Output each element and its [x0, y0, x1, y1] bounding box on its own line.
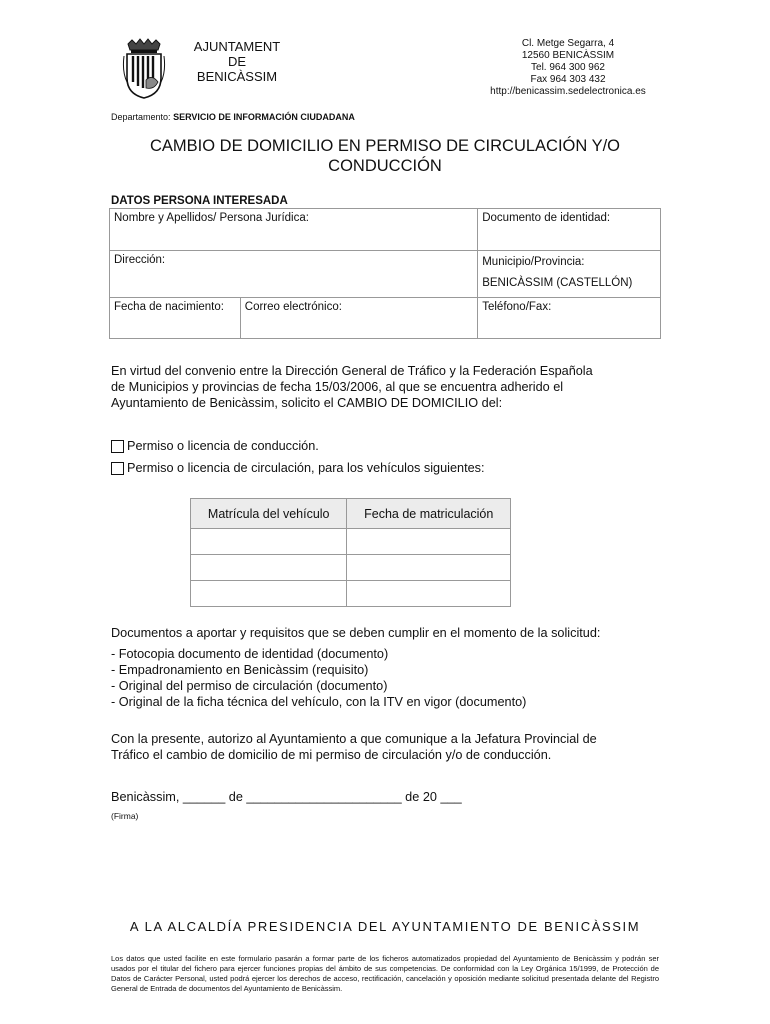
date-cell[interactable]	[347, 555, 511, 581]
documents-heading: Documentos a aportar y requisitos que se deben cumplir en el momento de la solicitud:	[111, 626, 601, 640]
table-row	[191, 581, 511, 607]
birth-date-label: Fecha de nacimiento:	[114, 301, 224, 313]
org-line-3: BENICÀSSIM	[196, 69, 278, 84]
email-field[interactable]	[240, 298, 477, 339]
addressee-line: A LA ALCALDÍA PRESIDENCIA DEL AYUNTAMIENTO DE BENICÀSSIM	[129, 919, 641, 934]
address-field[interactable]	[110, 251, 478, 298]
intro-line-1: En virtud del convenio entre la Dirección General de Tráfico y la Federación Española	[111, 364, 593, 378]
document-title	[105, 136, 665, 176]
address-line-1: Cl. Metge Segarra, 4	[521, 38, 615, 49]
name-field[interactable]	[110, 209, 478, 251]
place-date-line[interactable]: Benicàssim, ______ de ______________________ de 20 ___	[111, 790, 462, 804]
driving-licence-checkbox[interactable]	[111, 440, 124, 453]
vehicle-table	[190, 498, 511, 607]
documents-section	[111, 625, 600, 710]
department-line	[111, 112, 355, 122]
option-driving-licence[interactable]	[111, 439, 319, 453]
title-line-2: CONDUCCIÓN	[328, 157, 442, 175]
address-line-2: 12560 BENICÀSSIM	[521, 50, 615, 61]
plate-column-header: Matrícula del vehículo	[191, 499, 347, 529]
date-cell[interactable]	[347, 529, 511, 555]
address-label: Dirección:	[114, 254, 166, 266]
name-label: Nombre y Apellidos/ Persona Jurídica:	[114, 212, 309, 224]
phone-fax-field[interactable]	[478, 298, 661, 339]
id-document-field[interactable]	[478, 209, 661, 251]
title-line-1: CAMBIO DE DOMICILIO EN PERMISO DE CIRCULACIÓN Y/O	[149, 137, 621, 155]
contact-address	[470, 38, 666, 98]
section-title: DATOS PERSONA INTERESADA	[111, 195, 288, 207]
authorization-line-1: Con la presente, autorizo al Ayuntamiento a que comunique a la Jefatura Provincial de	[111, 732, 597, 746]
table-row	[191, 555, 511, 581]
intro-line-2: de Municipios y provincias de fecha 15/03/2006, al que se encuentra adherido el	[111, 380, 564, 394]
driving-licence-label: Permiso o licencia de conducción.	[127, 439, 319, 453]
table-row	[191, 529, 511, 555]
authorization-line-2: Tráfico el cambio de domicilio de mi permiso de circulación y/o de conducción.	[111, 748, 552, 762]
plate-cell[interactable]	[191, 581, 347, 607]
birth-date-field[interactable]	[110, 298, 241, 339]
plate-cell[interactable]	[191, 529, 347, 555]
date-cell[interactable]	[347, 581, 511, 607]
option-vehicle-licence[interactable]	[111, 461, 485, 475]
intro-line-3: Ayuntamiento de Benicàssim, solicito el CAMBIO DE DOMICILIO del:	[111, 396, 503, 410]
phone-line: Tel. 964 300 962	[531, 62, 605, 73]
intro-paragraph	[111, 363, 659, 411]
list-item: - Fotocopia documento de identidad (documento)	[111, 647, 389, 661]
email-label: Correo electrónico:	[244, 301, 342, 313]
municipality-label: Municipio/Provincia:	[482, 256, 585, 268]
department-label: Departamento:	[111, 112, 171, 122]
vehicle-licence-checkbox[interactable]	[111, 462, 124, 475]
organization-name	[182, 39, 292, 84]
list-item: - Original del permiso de circulación (documento)	[111, 679, 388, 693]
privacy-footer: Los datos que usted facilite en este formulario pasarán a formar parte de los ficheros automatizados propiedad del Ayuntamiento de Benicàssim y podrán ser usados por el titular del fichero para ejercer funciones propias del ámbito de sus competencias. De conformidad con la Ley Orgánica 15/1999, de Protección de Datos de Carácter Personal, usted podrá ejercer los derechos de acceso, rectificación, cancelación y oposición mediante solicitud presentada delante del Registro General de Entrada de documentos del Ayuntamiento de Benicàssim.	[111, 954, 659, 993]
signature-label: (Firma)	[111, 811, 139, 821]
list-item: - Empadronamiento en Benicàssim (requisito)	[111, 663, 369, 677]
department-value: SERVICIO DE INFORMACIÓN CIUDADANA	[173, 112, 355, 122]
website-link[interactable]: http://benicassim.sedelectronica.es	[490, 86, 646, 97]
org-line-1: AJUNTAMENT	[193, 39, 281, 54]
list-item: - Original de la ficha técnica del vehículo, con la ITV en vigor (documento)	[111, 695, 527, 709]
plate-cell[interactable]	[191, 555, 347, 581]
municipality-value: BENICÀSSIM (CASTELLÓN)	[482, 277, 633, 289]
municipal-crest-icon	[122, 38, 166, 100]
phone-fax-label: Teléfono/Fax:	[482, 301, 552, 313]
vehicle-licence-label: Permiso o licencia de circulación, para los vehículos siguientes:	[127, 461, 485, 475]
id-document-label: Documento de identidad:	[482, 212, 611, 224]
fax-line: Fax 964 303 432	[530, 74, 606, 85]
municipality-field[interactable]	[478, 251, 661, 298]
applicant-data-table	[109, 208, 661, 339]
org-line-2: DE	[227, 54, 247, 69]
authorization-paragraph	[111, 731, 597, 763]
registration-date-column-header: Fecha de matriculación	[347, 499, 511, 529]
